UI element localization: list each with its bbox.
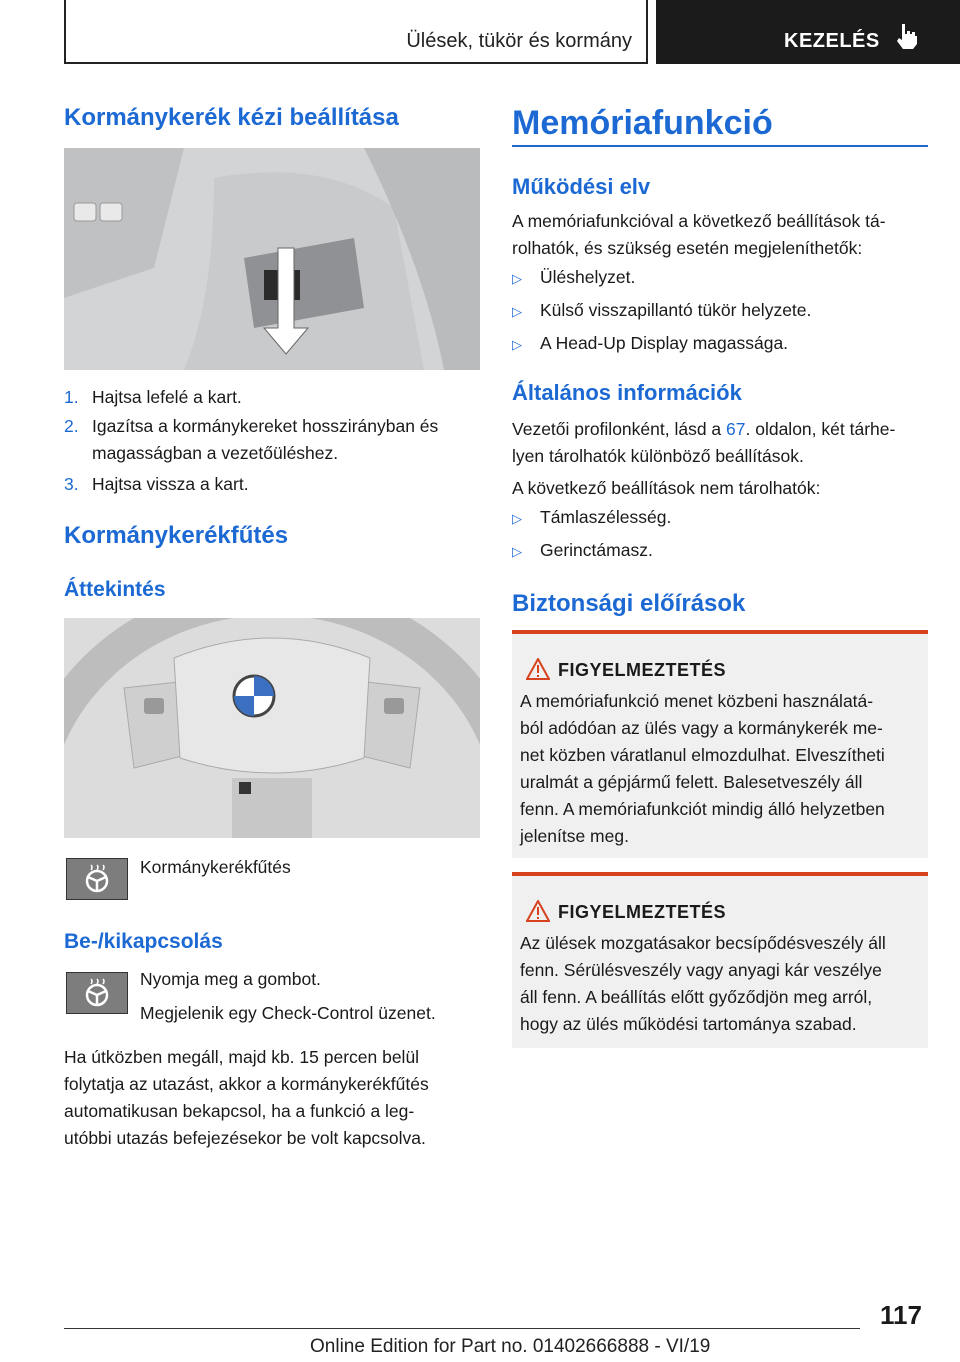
steering-wheel-photo [64,618,480,838]
heading-safety: Biztonsági előírások [512,590,746,617]
list-item: ▷ Üléshelyzet. [512,267,636,287]
steering-lever-photo [64,148,480,370]
warning-box-1 [512,630,928,858]
edition-text: Online Edition for Part no. 01402666888 - VI/19 [310,1336,711,1357]
icon-caption: Kormánykerékfűtés [140,857,291,877]
list-item: ▷ Támlaszélesség. [512,507,672,527]
warning-box-2 [512,872,928,1048]
step-3: 3. Hajtsa vissza a kart. [64,474,249,494]
heading-principle: Működési elv [512,174,651,199]
list-item: ▷ Külső visszapillantó tükör helyzete. [512,300,812,320]
warning-title: FIGYELMEZTETÉS [558,660,727,680]
section-label: KEZELÉS [784,30,880,52]
action-press-button: Nyomja meg a gombot. [140,969,321,989]
pointing-hand-icon [894,22,920,55]
heading-general-info: Általános információk [512,380,742,405]
heated-steering-button-icon [66,972,128,1014]
warning-text: A memóriafunkció menet közbeni használatá- ból adódóan az ülés vagy a kormánykerék me- net közben váratlanul elmozdulhat. Elveszítheti uralmát a gépjármű felett. Balesetveszély áll fenn. A memóriafunkciót mindig álló helyzetben jelenítse meg. [520,691,885,846]
heading-manual-adjustment: Kormánykerék kézi beállítása [64,104,399,131]
list-item: ▷ Gerinctámasz. [512,540,653,560]
chapter-title: Ülések, tükör és kormány [406,30,632,52]
warning-triangle-icon [526,658,550,685]
step-2-cont: magasságban a vezetőüléshez. [92,443,339,463]
warning-text: Az ülések mozgatásakor becsípődésveszély áll fenn. Sérülésveszély vagy anyagi kár veszélye áll fenn. A beállítás előtt győződjön meg arról, hogy az ülés működési tartománya szabad. [520,933,886,1034]
step-2: 2. Igazítsa a kormánykereket hosszirányban és [64,416,439,436]
heated-steering-icon [66,858,128,900]
page-link[interactable]: 67 [726,419,746,439]
heading-on-off: Be-/kikapcsolás [64,930,223,953]
general-info-paragraph: Vezetői profilonként, lásd a 67. oldalon, két tárhe- lyen tárolhatók különböző beállítások. A következő beállítások nem tárolhatók: [512,419,896,498]
heading-memory-function: Memóriafunkció [512,104,773,142]
step-1: 1. Hajtsa lefelé a kart. [64,387,242,407]
header-chapter-box [64,0,648,64]
list-item: ▷ A Head-Up Display magassága. [512,333,789,353]
non-storable-list [512,504,932,565]
heading-rule [512,145,928,147]
auto-on-paragraph: Ha útközben megáll, majd kb. 15 percen belül folytatja az utazást, akkor a kormánykerékfűtés automatikusan bekapcsol, ha a funkció a leg- utóbbi utazás befejezésekor be volt kapcsolva. [64,1047,429,1148]
heading-overview: Áttekintés [64,578,166,601]
storable-settings-list [512,264,932,358]
footer-rule [64,1328,860,1329]
principle-intro: A memóriafunkcióval a következő beállítások tá- rolhatók, és szükség esetén megjeleníthetők: [512,211,886,258]
warning-triangle-icon [526,900,550,927]
action-check-control: Megjelenik egy Check-Control üzenet. [140,1003,436,1023]
header-section-tab[interactable] [656,0,960,64]
heading-steering-heating: Kormánykerékfűtés [64,522,289,549]
page-number: 117 [880,1300,922,1330]
warning-title: FIGYELMEZTETÉS [558,902,727,922]
